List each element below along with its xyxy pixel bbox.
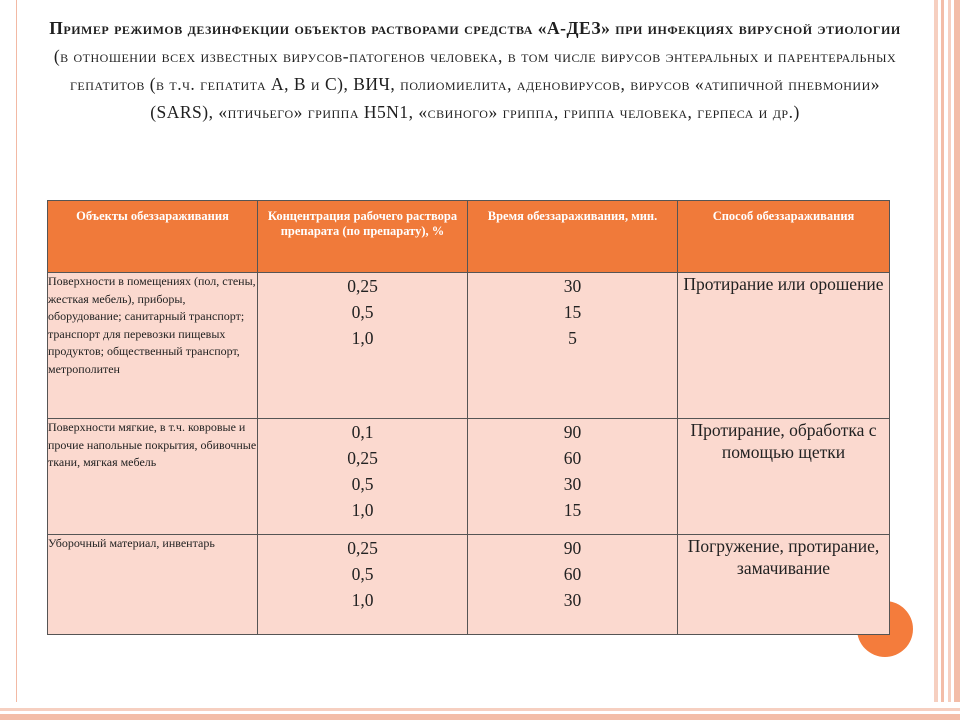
decorative-bottom-stripes [0,702,960,720]
row-times [468,273,678,419]
header-concentration: Концентрация рабочего раствора препарата (по препарату), % [258,201,468,273]
concentration-value: 0,1 [351,422,374,442]
decorative-right-stripes [934,0,960,720]
table-row [48,273,890,419]
concentration-value: 0,25 [347,448,378,468]
row-times [468,535,678,635]
header-time: Время обеззараживания, мин. [468,201,678,273]
time-value: 15 [563,302,582,322]
time-value: 15 [563,500,582,520]
concentration-value: 0,5 [351,474,374,494]
title-bold-part: Пример режимов дезинфекции объектов растворами средства «А-ДЕЗ» при инфекциях вирусной этиологии [49,18,901,38]
table-header-row [48,201,890,273]
row-object: Поверхности мягкие, в т.ч. ковровые и прочие напольные покрытия, обивочные ткани, мягкая мебель [48,419,258,535]
row-method: Протирание или орошение [678,273,890,419]
concentration-value: 0,25 [347,538,378,558]
time-value: 60 [563,448,582,468]
row-object: Поверхности в помещениях (пол, стены, жесткая мебель), приборы, оборудование; санитарный транспорт; транспорт для перевозки пищевых продуктов; общественный транспорт, метрополитен [48,273,258,419]
disinfection-table [47,200,890,635]
row-method: Протирание, обработка с помощью щетки [678,419,890,535]
concentration-value: 0,5 [351,302,374,322]
time-value: 5 [568,328,577,348]
concentration-value: 0,5 [351,564,374,584]
time-value: 30 [563,276,582,296]
row-object: Уборочный материал, инвентарь [48,535,258,635]
row-concentrations [258,535,468,635]
title-rest-part: (в отношении всех известных вирусов-патогенов человека, в том числе вирусов энтеральных и парентеральных гепатитов (в т.ч. гепатита А, В и С), ВИЧ, полиомиелита, аденовирусов, вирусов «атипичной пневмонии» (SARS), «птичьего» гриппа H5N1, «свиного» гриппа, гриппа человека, герпеса и др.) [53,46,897,122]
time-value: 90 [563,538,582,558]
time-value: 60 [563,564,582,584]
time-value: 30 [563,474,582,494]
concentration-value: 1,0 [351,328,374,348]
concentration-value: 1,0 [351,500,374,520]
time-value: 90 [563,422,582,442]
table-row [48,419,890,535]
row-times [468,419,678,535]
table-row [48,535,890,635]
row-method: Погружение, протирание, замачивание [678,535,890,635]
concentration-value: 1,0 [351,590,374,610]
time-value: 30 [563,590,582,610]
row-concentrations [258,273,468,419]
header-objects: Объекты обеззараживания [48,201,258,273]
slide-title [40,14,910,126]
decorative-left-line [16,0,17,720]
concentration-value: 0,25 [347,276,378,296]
header-method: Способ обеззараживания [678,201,890,273]
row-concentrations [258,419,468,535]
